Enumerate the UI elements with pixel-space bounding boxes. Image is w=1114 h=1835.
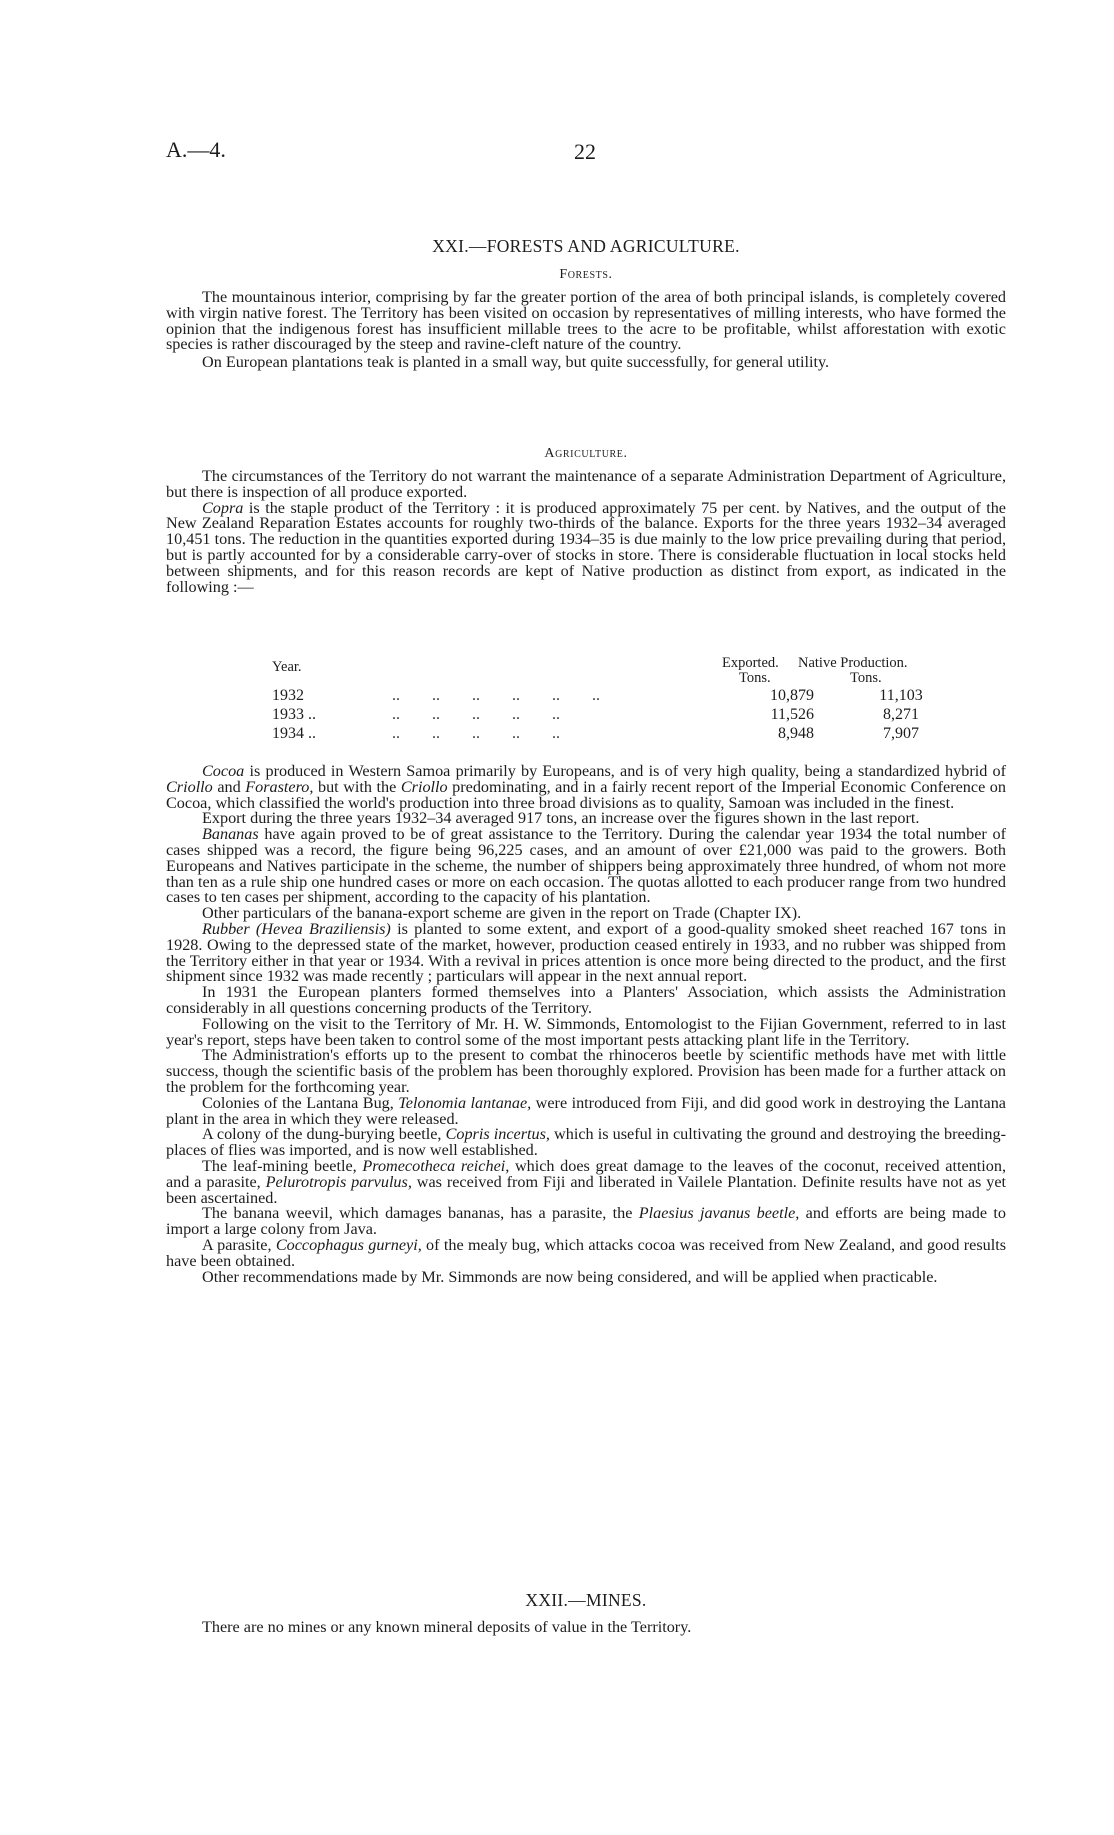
subheading-agriculture: Agriculture. (544, 446, 628, 461)
cell-year: 1932 (272, 687, 304, 704)
term-criollo: Criollo (400, 777, 448, 796)
paragraph: The circumstances of the Territory do not warrant the maintenance of a separate Administration Department of Agriculture, but there is inspection of all produce exported. (166, 467, 1006, 501)
paragraph-leaf-mining-beetle: The leaf-mining beetle, Promecotheca reichei, which does great damage to the leaves of the coconut, received attention, and a parasite, Pelurotropis parvulus, was received from Fiji and liberated in Vailele Plantation. Definite results have not as yet been ascertained. (166, 1156, 1007, 1207)
cell-year: 1933 .. (272, 706, 316, 723)
section-title-forests-agriculture: XXI.—FORESTS AND AGRICULTURE. (432, 236, 740, 256)
paragraph-rhinoceros-beetle: The Administration's efforts up to the present to combat the rhinoceros beetle by scientific methods have met with little success, though the scientific basis of the problem has been thoroughly explored. Provision has been made for a further attack on the problem for the forthcoming year. (166, 1046, 1006, 1096)
term-cocoa: Cocoa (202, 762, 245, 780)
paragraph-banana-weevil: The banana weevil, which damages bananas, has a parasite, the Plaesius javanus beetle, and efforts are being made to import a large colony from Java. (166, 1204, 1006, 1239)
table-row (166, 725, 1006, 743)
species-name: Coccophagus gurneyi, (275, 1235, 422, 1254)
paragraph-dung-beetle: A colony of the dung-burying beetle, Copris incertus, which is useful in cultivating the ground and destroying the breeding-places of flies was imported, and is now well established. (166, 1125, 1006, 1160)
cell-exported: 11,526 (770, 706, 814, 723)
report-reference: A.—4. (166, 137, 226, 162)
leader-dots: .. .. .. .. .. .. (392, 687, 600, 704)
cell-native: 8,271 (883, 706, 919, 723)
cell-year: 1934 .. (272, 725, 316, 742)
cell-exported: 8,948 (778, 725, 814, 742)
term-forastero: Forastero, (245, 777, 314, 796)
paragraph-other-recommendations: Other recommendations made by Mr. Simmonds are now being considered, and will be applied when practicable. (202, 1267, 938, 1286)
species-name: Pelurotropis parvulus, (265, 1172, 412, 1191)
paragraph-copra: Copra is the staple product of the Territory : it is produced approximately 75 per cent. by Natives, and the output of the New Zealand Reparation Estates accounts for roughly two-thirds of the balance. Exports for the three years 1932–34 averaged 10,451 tons. The reduction in the quantities exported during 1934–35 is due mainly to the low price prevailing during that period, but is partly accounted for by a considerable carry-over of stocks in store. There is considerable fluctuation in local stocks held between shipments, and for this reason records are kept of Native production as distinct from export, as indicated in the following :— (166, 498, 1006, 596)
cell-native: 7,907 (883, 725, 919, 742)
leader-dots: .. .. .. .. .. (392, 725, 560, 742)
paragraph: The mountainous interior, comprising by far the greater portion of the area of both principal islands, is completely covered with virgin native forest. The Territory has been visited on occasion by representatives of milling interests, who have formed the opinion that the indigenous forest has insufficient millable trees to the acre to be profitable, whilst afforestation with exotic species is rather discouraged by the steep and ravine-cleft nature of the country. (166, 288, 1006, 354)
paragraph-simmonds: Following on the visit to the Territory of Mr. H. W. Simmonds, Entomologist to the Fijian Government, referred to in last year's report, steps have been taken to control some of the most important pests attacking plant life in the Territory. (166, 1014, 1006, 1049)
species-name: Copris incertus, (445, 1125, 550, 1144)
column-header-year: Year. (272, 659, 302, 675)
paragraph-mines: There are no mines or any known mineral deposits of value in the Territory. (202, 1618, 692, 1636)
species-name: Plaesius javanus beetle, (638, 1204, 800, 1223)
column-header-native-production: Native Production. (798, 655, 908, 671)
paragraph-mealy-bug: A parasite, Coccophagus gurneyi, of the mealy bug, which attacks cocoa was received from New Zealand, and good results have been obtained. (166, 1235, 1007, 1270)
paragraph: On European plantations teak is planted in a small way, but quite successfully, for general utility. (202, 353, 830, 372)
species-name: Telonomia lantanae, (398, 1093, 532, 1112)
cell-native: 11,103 (879, 687, 923, 704)
cell-exported: 10,879 (770, 687, 814, 704)
unit-exported: Tons. (739, 670, 771, 686)
section-title-mines: XXII.—MINES. (525, 1590, 647, 1610)
table-row (166, 706, 1006, 724)
agriculture-intro (166, 469, 1006, 595)
paragraph-bananas: Bananas have again proved to be of great assistance to the Territory. During the calendar year 1934 the total number of cases shipped was a record, the figure being 96,225 cases, and an amount of over £21,000 was paid to the growers. Both Europeans and Natives participate in the scheme, the number of shippers being approximately three hundred, of whom not more than ten as a rule ship one hundred cases or more on each occasion. The quotas allotted to each producer range from two hundred cases to ten cases per shipment, according to the capacity of his plantation. (166, 825, 1006, 907)
page-number: 22 (574, 139, 596, 164)
species-name: Promecotheca reichei, (362, 1156, 510, 1175)
copra-production-table (166, 655, 1006, 750)
paragraph-planters: In 1931 the European planters formed themselves into a Planters' Association, which assists the Administration considerably in all questions concerning products of the Territory. (166, 983, 1006, 1017)
agriculture-body (166, 764, 1006, 1285)
term-criollo: Criollo (166, 777, 213, 796)
unit-native: Tons. (850, 670, 882, 686)
column-header-exported: Exported. (722, 655, 779, 671)
term-rubber: Rubber (Hevea Braziliensis) (202, 919, 391, 938)
table-row (166, 687, 1006, 705)
leader-dots: .. .. .. .. .. (392, 706, 560, 723)
paragraph-export: Export during the three years 1932–34 averaged 917 tons, an increase over the figures shown in the last report. (202, 809, 920, 828)
subheading-forests: Forests. (559, 267, 613, 282)
paragraph-cocoa: Cocoa is produced in Western Samoa primarily by Europeans, and is of very high quality, being a standardized hybrid of Criollo and Forastero, but with the Criollo predominating, and in a fairly recent report of the Imperial Economic Conference on Cocoa, which classified the world's production into three broad divisions as to quality, Samoan was included in the finest. (166, 762, 1006, 812)
forests-text (166, 290, 1006, 371)
term-bananas: Bananas (202, 825, 259, 844)
term-copra: Copra (202, 498, 244, 517)
paragraph-banana-scheme: Other particulars of the banana-export scheme are given in the report on Trade (Chapter IX). (202, 904, 802, 923)
paragraph-rubber: Rubber (Hevea Braziliensis) is planted to some extent, and export of a good-quality smoked sheet reached 167 tons in 1928. Owing to the depressed state of the market, however, production ceased entirely in 1933, and no rubber was shipped from the Territory either in that year or 1934. With a revival in prices attention is once more being directed to the product, and the first shipment since 1932 was made recently ; particulars will appear in the next annual report. (166, 919, 1006, 986)
paragraph-lantana: Colonies of the Lantana Bug, Telonomia lantanae, were introduced from Fiji, and did good work in destroying the Lantana plant in the area in which they were released. (166, 1093, 1006, 1128)
